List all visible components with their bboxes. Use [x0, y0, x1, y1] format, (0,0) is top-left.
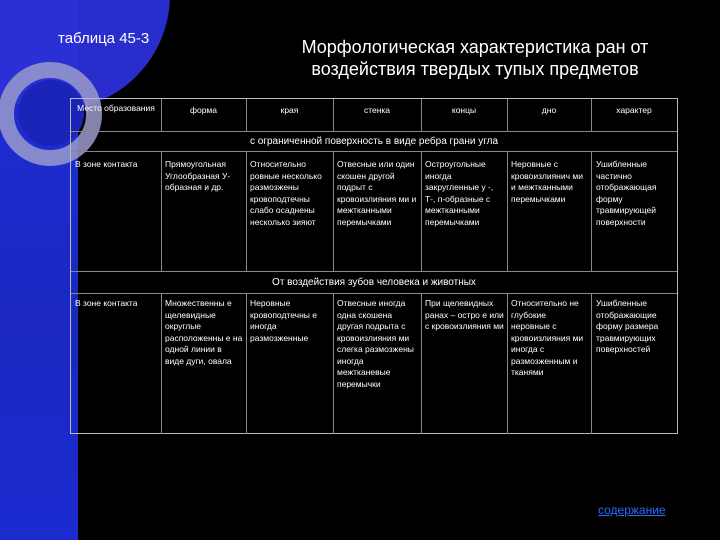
- row-divider: [71, 131, 677, 132]
- section-title-teeth: От воздействия зубов человека и животных: [272, 277, 476, 288]
- row2-koncy: При щелевидных ранах – остро е или с кровоизлияния ми: [425, 298, 504, 331]
- row1-harakter: Ушибленные частично отображающая форму травмирующей поверхности: [596, 159, 657, 227]
- row2-harakter: Ушибленные отображающие форму размера травмирующих поверхностей: [596, 298, 659, 354]
- row1-stenka: Отвесные или один скошен другой подрыт с кровоизлияния ми и межтканными перемычками: [337, 159, 417, 227]
- row2-stenka: Отвесные иногда одна скошена другая подрыта с кровоизлияния ми слегка размозжены иногда межтканевые перемычки: [337, 298, 414, 389]
- col-divider: [246, 151, 247, 271]
- col-divider: [507, 151, 508, 271]
- col-divider: [421, 99, 422, 131]
- title-line-1: Морфологическая характеристика ран от: [301, 37, 649, 57]
- row1-dno: Неровные с кровоизлиянич ми и межтканными перемычками: [511, 159, 584, 204]
- header-stenka: стенка: [363, 105, 391, 115]
- row1-mesto: В зоне контакта: [75, 159, 138, 169]
- col-divider: [507, 99, 508, 131]
- col-divider: [161, 99, 162, 131]
- row1-forma: Прямоугольная Углообразная У-образная и др.: [165, 159, 231, 192]
- col-divider: [333, 151, 334, 271]
- col-divider: [507, 293, 508, 434]
- row2-dno: Относительно не глубокие неровные с кровоизлияния ми иногда с размозженным и тканями: [511, 298, 584, 377]
- header-harakter: характер: [616, 105, 652, 115]
- col-divider: [421, 151, 422, 271]
- title-line-2: воздействия твердых тупых предметов: [311, 59, 639, 79]
- row2-kraya: Неровные кровоподтечны е иногда размозженные: [250, 298, 317, 343]
- header-koncy: концы: [451, 105, 477, 115]
- section-title-edge: с ограниченной поверхность в виде ребра грани угла: [249, 136, 499, 147]
- row-divider: [71, 271, 677, 272]
- characteristics-table: [70, 98, 678, 434]
- row1-kraya: Относительно ровные несколько размозжены кровоподтечны слабо осаднены несколько зияют: [250, 159, 322, 227]
- col-divider: [591, 293, 592, 434]
- page-title: [250, 36, 700, 80]
- col-divider: [421, 293, 422, 434]
- col-divider: [246, 99, 247, 131]
- col-divider: [591, 151, 592, 271]
- header-forma: форма: [189, 105, 218, 115]
- col-divider: [591, 99, 592, 131]
- col-divider: [161, 151, 162, 271]
- col-divider: [333, 293, 334, 434]
- header-dno: дно: [541, 105, 557, 115]
- row2-mesto: В зоне контакта: [75, 298, 138, 308]
- row1-koncy: Остроугольные иногда закругленные у -, Т-, п-образные с межтканными перемычками: [425, 159, 494, 227]
- header-mesto: Место образования: [77, 103, 155, 113]
- table-label: таблица 45-3: [58, 30, 150, 47]
- contents-link[interactable]: содержание: [598, 503, 666, 517]
- col-divider: [246, 293, 247, 434]
- row2-forma: Множественны е щелевидные округлые расположенны е на одной линии в виде дуги, овала: [165, 298, 243, 366]
- col-divider: [333, 99, 334, 131]
- col-divider: [161, 293, 162, 434]
- header-kraya: края: [280, 105, 299, 115]
